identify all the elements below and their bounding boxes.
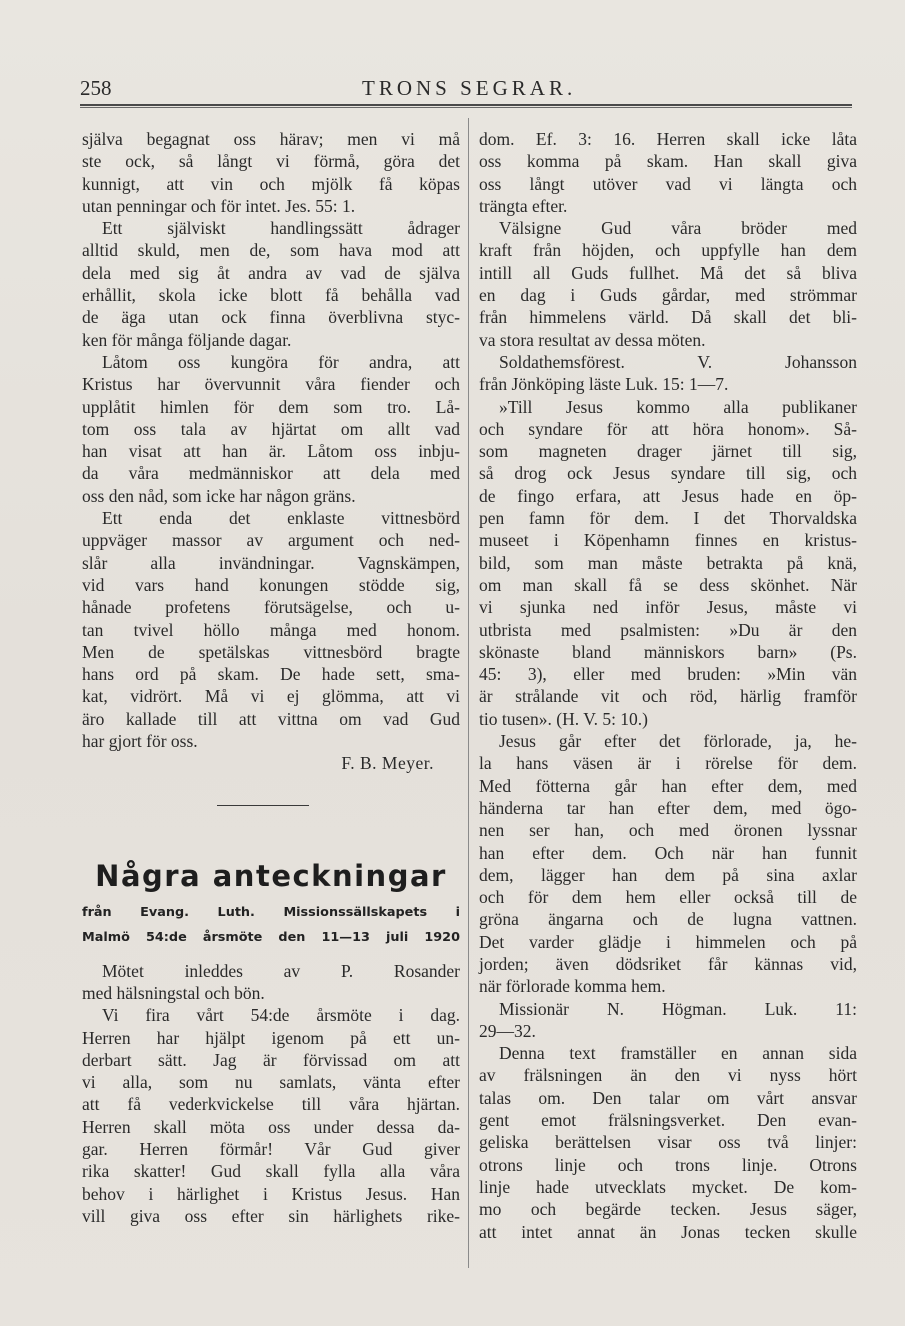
- text-line: själva begagnat oss härav; men vi må: [82, 129, 460, 149]
- text-line: skönaste bland människors barn» (Ps.: [479, 641, 857, 662]
- text-line: äro kallade till att vittna om vad Gud: [82, 708, 460, 729]
- text-line: intill all Guds fullhet. Må det så bliva: [479, 262, 857, 283]
- text-line: behov i härlighet i Kristus Jesus. Han: [82, 1183, 460, 1204]
- text-line: dom. Ef. 3: 16. Herren skall icke låta: [479, 129, 857, 149]
- text-line: geliska berättelsen visar oss två linjer:: [479, 1132, 857, 1153]
- text-line: som magneten drager järnet till sig,: [479, 441, 857, 462]
- text-line: museet i Köpenhamn finnes en kristus-: [479, 530, 857, 551]
- text-line: ste ock, så långt vi förmå, göra det: [82, 151, 460, 172]
- running-title: TRONS SEGRAR.: [362, 76, 577, 100]
- right-column: [479, 128, 857, 1243]
- spacer: [82, 950, 460, 960]
- text-line: Herren skall möta oss under dessa da-: [82, 1116, 460, 1137]
- text-line: Med fötterna går han efter dem, med: [479, 775, 857, 796]
- text-line: vi sjunka ned inför Jesus, måste vi: [479, 597, 857, 618]
- text-line: Denna text framställer en annan sida: [499, 1043, 857, 1064]
- text-line: tan tvivel höllo många med honom.: [82, 619, 460, 640]
- text-line: när förlorade komma hem.: [479, 976, 666, 997]
- text-line: linje hade utvecklats mycket. De kom-: [479, 1176, 857, 1197]
- text-line: 29—32.: [479, 1020, 536, 1041]
- paragraph: [479, 730, 857, 998]
- text-line: vill giva oss efter sin härlighets rike-: [82, 1205, 460, 1226]
- text-line: tom oss tala av hjärtat om allt vad: [82, 418, 460, 439]
- text-line: han visat att han är. Låtom oss inbju-: [82, 441, 460, 462]
- text-line: oss den nåd, som icke har någon gräns.: [82, 485, 356, 506]
- paragraph: [82, 960, 460, 1005]
- text-line: oss komma på skam. Han skall giva: [479, 151, 857, 172]
- article-headline: Några anteckningar: [95, 858, 447, 893]
- text-line: hånade profetens förutsägelse, och u-: [82, 597, 460, 618]
- text-line: har gjort för oss.: [82, 731, 198, 752]
- text-line: va stora resultat av dessa möten.: [479, 329, 706, 350]
- paragraph: [82, 217, 460, 351]
- text-line: nen ser han, och med öronen lyssnar: [479, 820, 857, 841]
- left-column: [82, 128, 460, 1227]
- paragraph: [82, 351, 460, 507]
- text-line: Vi fira vårt 54:de årsmöte i dag.: [102, 1005, 460, 1026]
- text-line: bild, som man måste betrakta på knä,: [479, 552, 857, 573]
- text-line: är strålande vit och röd, härlig framför: [479, 686, 857, 707]
- text-line: Jesus går efter det förlorade, ja, he-: [499, 731, 857, 752]
- text-line: om man skall få se dess skönhet. När: [479, 574, 857, 595]
- text-line: trängta efter.: [479, 195, 568, 216]
- text-line: kunnigt, att vin och mjölk få köpas: [82, 173, 460, 194]
- text-line: Mötet inleddes av P. Rosander: [102, 960, 460, 981]
- text-line: kat, vidrört. Må vi ej glömma, att vi: [82, 686, 460, 707]
- text-line: talas om. Den talar om vårt ansvar: [479, 1087, 857, 1108]
- text-line: Missionär N. Högman. Luk. 11:: [499, 998, 857, 1019]
- article-subheading: [82, 900, 460, 950]
- page-header: [80, 76, 855, 106]
- text-line: tio tusen». (H. V. 5: 10.): [479, 708, 649, 729]
- text-line: från Jönköping läste Luk. 15: 1—7.: [479, 374, 729, 395]
- text-line: de äga utan ock finna överblivna styc-: [82, 307, 460, 328]
- text-line: derbart sätt. Jag är förvissad om att: [82, 1049, 460, 1070]
- subheading-line: från Evang. Luth. Missionssällskapets i: [82, 904, 460, 920]
- text-line: så drog ock Jesus syndare till sig, och: [479, 463, 857, 484]
- text-line: gröna ängarna och de lugna vattnen.: [479, 909, 857, 930]
- text-line: och för dem hem eller också till de: [479, 887, 857, 908]
- text-line: ken för många följande dagar.: [82, 329, 292, 350]
- text-line: Ett själviskt handlingssätt ådrager: [102, 218, 460, 239]
- author-signature: F. B. Meyer.: [341, 753, 434, 774]
- text-line: da våra medmänniskor att dela med: [82, 463, 460, 484]
- text-line: Det varder glädje i himmelen och på: [479, 931, 857, 952]
- text-line: de fingo erfara, att Jesus hade en öp-: [479, 485, 857, 506]
- paragraph: [82, 1004, 460, 1227]
- text-line: dem, lägger han dem på sina axlar: [479, 864, 857, 885]
- text-line: slår alla invändningar. Vagnskämpen,: [82, 552, 460, 573]
- paragraph: [479, 217, 857, 351]
- text-line: utbrista med psalmisten: »Du är den: [479, 619, 857, 640]
- text-line: Kristus har övervunnit våra fiender och: [82, 374, 460, 395]
- text-line: han efter dem. Och när han funnit: [479, 842, 857, 863]
- paragraph: [479, 396, 857, 730]
- text-line: uppväger massor av argument och ned-: [82, 530, 460, 551]
- page-number: 258: [80, 76, 112, 100]
- text-line: att få vederkvickelse till våra hjärtan.: [82, 1094, 460, 1115]
- text-line: oss långt utöver vad vi längta och: [479, 173, 857, 194]
- paragraph: [479, 351, 857, 396]
- paragraph: [82, 128, 460, 217]
- text-line: från himmelens värld. Då skall det bli-: [479, 307, 857, 328]
- text-line: rika skatter! Gud skall fylla alla våra: [82, 1161, 460, 1182]
- paragraph: [479, 998, 857, 1043]
- text-line: gar. Herren förmår! Vår Gud giver: [82, 1138, 460, 1159]
- text-line: erhållit, skola icke blott få behålla vad: [82, 285, 460, 306]
- text-line: hans ord på skam. De hade sett, sma-: [82, 664, 460, 685]
- paragraph: [479, 1042, 857, 1243]
- text-line: Soldathemsförest. V. Johansson: [499, 351, 857, 372]
- paragraph: [479, 128, 857, 217]
- text-line: gent emot frälsningsverket. Den evan-: [479, 1110, 857, 1131]
- text-line: alltid skuld, men de, som hava mod att: [82, 240, 460, 261]
- text-line: pen famn för dem. I det Thorvaldska: [479, 508, 857, 529]
- text-line: utan penningar och för intet. Jes. 55: 1.: [82, 195, 356, 216]
- text-line: och syndare för att höra honom». Så-: [479, 418, 857, 439]
- text-line: vid vars hand konungen stödde sig,: [82, 574, 460, 595]
- text-line: la hans väsen är i rörelse för dem.: [479, 753, 857, 774]
- text-line: en dag i Guds gårdar, med strömmar: [479, 285, 857, 306]
- text-line: otrons linje och trons linje. Otrons: [479, 1154, 857, 1175]
- text-line: jorden; även dödsriket får kännas vid,: [479, 953, 857, 974]
- text-line: med hälsningstal och bön.: [82, 982, 265, 1003]
- subheading-line: Malmö 54:de årsmöte den 11—13 juli 1920: [82, 929, 460, 945]
- text-line: 45: 3), eller med bruden: »Min vän: [479, 664, 857, 685]
- text-line: vi alla, som nu samlats, vänta efter: [82, 1072, 460, 1093]
- text-line: av frälsningen än den vi nyss hört: [479, 1065, 857, 1086]
- text-line: Ett enda det enklaste vittnesbörd: [102, 508, 460, 529]
- text-line: Låtom oss kungöra för andra, att: [102, 351, 460, 372]
- text-line: »Till Jesus kommo alla publikaner: [499, 396, 857, 417]
- text-line: Men de spetälskas vittnesbörd bragte: [82, 641, 460, 662]
- column-divider: [468, 118, 469, 1268]
- text-line: upplåtit himlen för dem som tro. Lå-: [82, 396, 460, 417]
- text-line: kraft från höjden, och uppfylle han dem: [479, 240, 857, 261]
- text-line: Herren har hjälpt igenom på ett un-: [82, 1027, 460, 1048]
- text-line: Välsigne Gud våra bröder med: [499, 218, 857, 239]
- header-rule: [80, 104, 852, 108]
- section-divider: [217, 805, 309, 806]
- text-line: händerna tar han efter dem, med ögo-: [479, 797, 857, 818]
- paragraph: [82, 507, 460, 752]
- text-line: mo och begärde tecken. Jesus säger,: [479, 1199, 857, 1220]
- text-line: dela med sig åt andra av vad de själva: [82, 262, 460, 283]
- text-line: att intet annat än Jonas tecken skulle: [479, 1221, 857, 1242]
